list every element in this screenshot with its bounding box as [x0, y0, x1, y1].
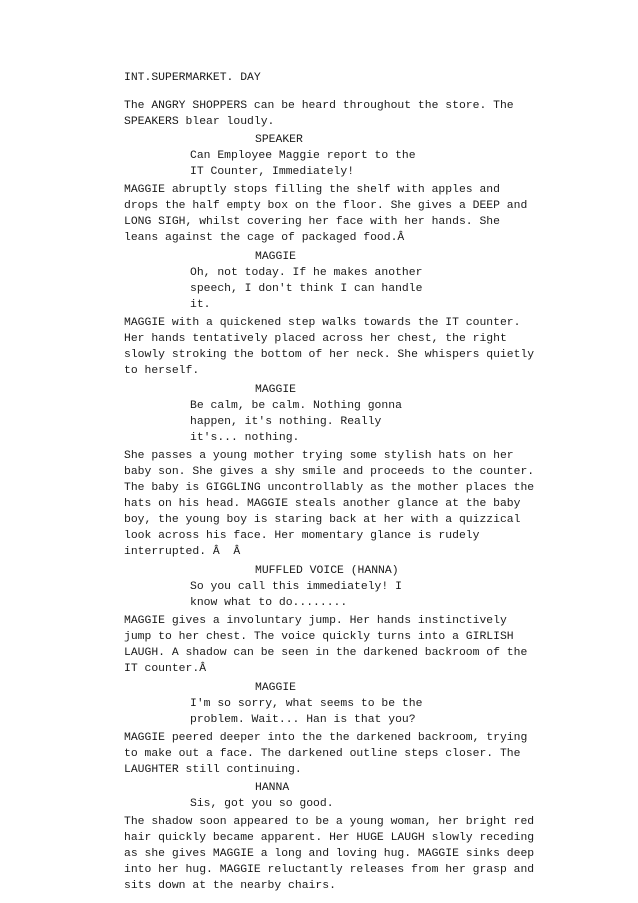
action-line: LONG SIGH, whilst covering her face with her hands. She	[124, 216, 500, 228]
dialogue-line: Be calm, be calm. Nothing gonna	[190, 400, 402, 412]
dialogue-line: it.	[190, 299, 211, 311]
action-line: hair quickly became apparent. Her HUGE LAUGH slowly receding	[124, 832, 535, 844]
action-line: look across his face. Her momentary glance is rudely	[124, 530, 480, 542]
action-line: The shadow soon appeared to be a young woman, her bright red	[124, 816, 535, 828]
action-line: drops the half empty box on the floor. She gives a DEEP and	[124, 200, 528, 212]
action-line: sits down at the nearby chairs.	[124, 880, 336, 892]
dialogue-line: Oh, not today. If he makes another	[190, 267, 423, 279]
dialogue-line: happen, it's nothing. Really	[190, 416, 382, 428]
action-line: IT counter.Â	[124, 663, 207, 675]
action-line: to make out a face. The darkened outline steps closer. The	[124, 748, 521, 760]
action-line: MAGGIE peered deeper into the the darkened backroom, trying	[124, 732, 528, 744]
action-line: as she gives MAGGIE a long and loving hug. MAGGIE sinks deep	[124, 848, 535, 860]
dialogue-line: problem. Wait... Han is that you?	[190, 714, 416, 726]
action-line: leans against the cage of packaged food.Â	[124, 232, 405, 244]
character-cue: MAGGIE	[255, 251, 297, 263]
action-line: hats on his head. MAGGIE steals another glance at the baby	[124, 498, 521, 510]
dialogue-line: know what to do........	[190, 597, 348, 609]
character-cue: MAGGIE	[255, 384, 297, 396]
action-line: MAGGIE abruptly stops filling the shelf with apples and	[124, 184, 500, 196]
action-line: interrupted. Â Â	[124, 546, 241, 558]
action-line: boy, the young boy is staring back at her with a quizzical	[124, 514, 521, 526]
action-line: The ANGRY SHOPPERS can be heard throughout the store. The	[124, 100, 514, 112]
action-line: The baby is GIGGLING uncontrollably as the mother places the	[124, 482, 535, 494]
action-line: MAGGIE gives a involuntary jump. Her hands instinctively	[124, 615, 507, 627]
character-cue: MAGGIE	[255, 682, 297, 694]
dialogue-line: I'm so sorry, what seems to be the	[190, 698, 423, 710]
action-line: to herself.	[124, 365, 200, 377]
action-line: Her hands tentatively placed across her chest, the right	[124, 333, 507, 345]
dialogue-line: Sis, got you so good.	[190, 798, 334, 810]
scene-heading: INT.SUPERMARKET. DAY	[124, 72, 261, 84]
dialogue-line: speech, I don't think I can handle	[190, 283, 423, 295]
dialogue-line: So you call this immediately! I	[190, 581, 402, 593]
action-line: She passes a young mother trying some stylish hats on her	[124, 450, 514, 462]
action-line: LAUGHTER still continuing.	[124, 764, 302, 776]
character-cue: SPEAKER	[255, 134, 303, 146]
action-line: LAUGH. A shadow can be seen in the darkened backroom of the	[124, 647, 528, 659]
action-line: slowly stroking the bottom of her neck. She whispers quietly	[124, 349, 535, 361]
action-line: MAGGIE with a quickened step walks towards the IT counter.	[124, 317, 521, 329]
action-line: baby son. She gives a shy smile and proceeds to the counter.	[124, 466, 535, 478]
dialogue-line: it's... nothing.	[190, 432, 300, 444]
action-line: into her hug. MAGGIE reluctantly releases from her grasp and	[124, 864, 535, 876]
dialogue-line: Can Employee Maggie report to the	[190, 150, 416, 162]
character-cue: MUFFLED VOICE (HANNA)	[255, 565, 399, 577]
dialogue-line: IT Counter, Immediately!	[190, 166, 355, 178]
character-cue: HANNA	[255, 782, 290, 794]
action-line: SPEAKERS blear loudly.	[124, 116, 275, 128]
action-line: jump to her chest. The voice quickly turns into a GIRLISH	[124, 631, 514, 643]
